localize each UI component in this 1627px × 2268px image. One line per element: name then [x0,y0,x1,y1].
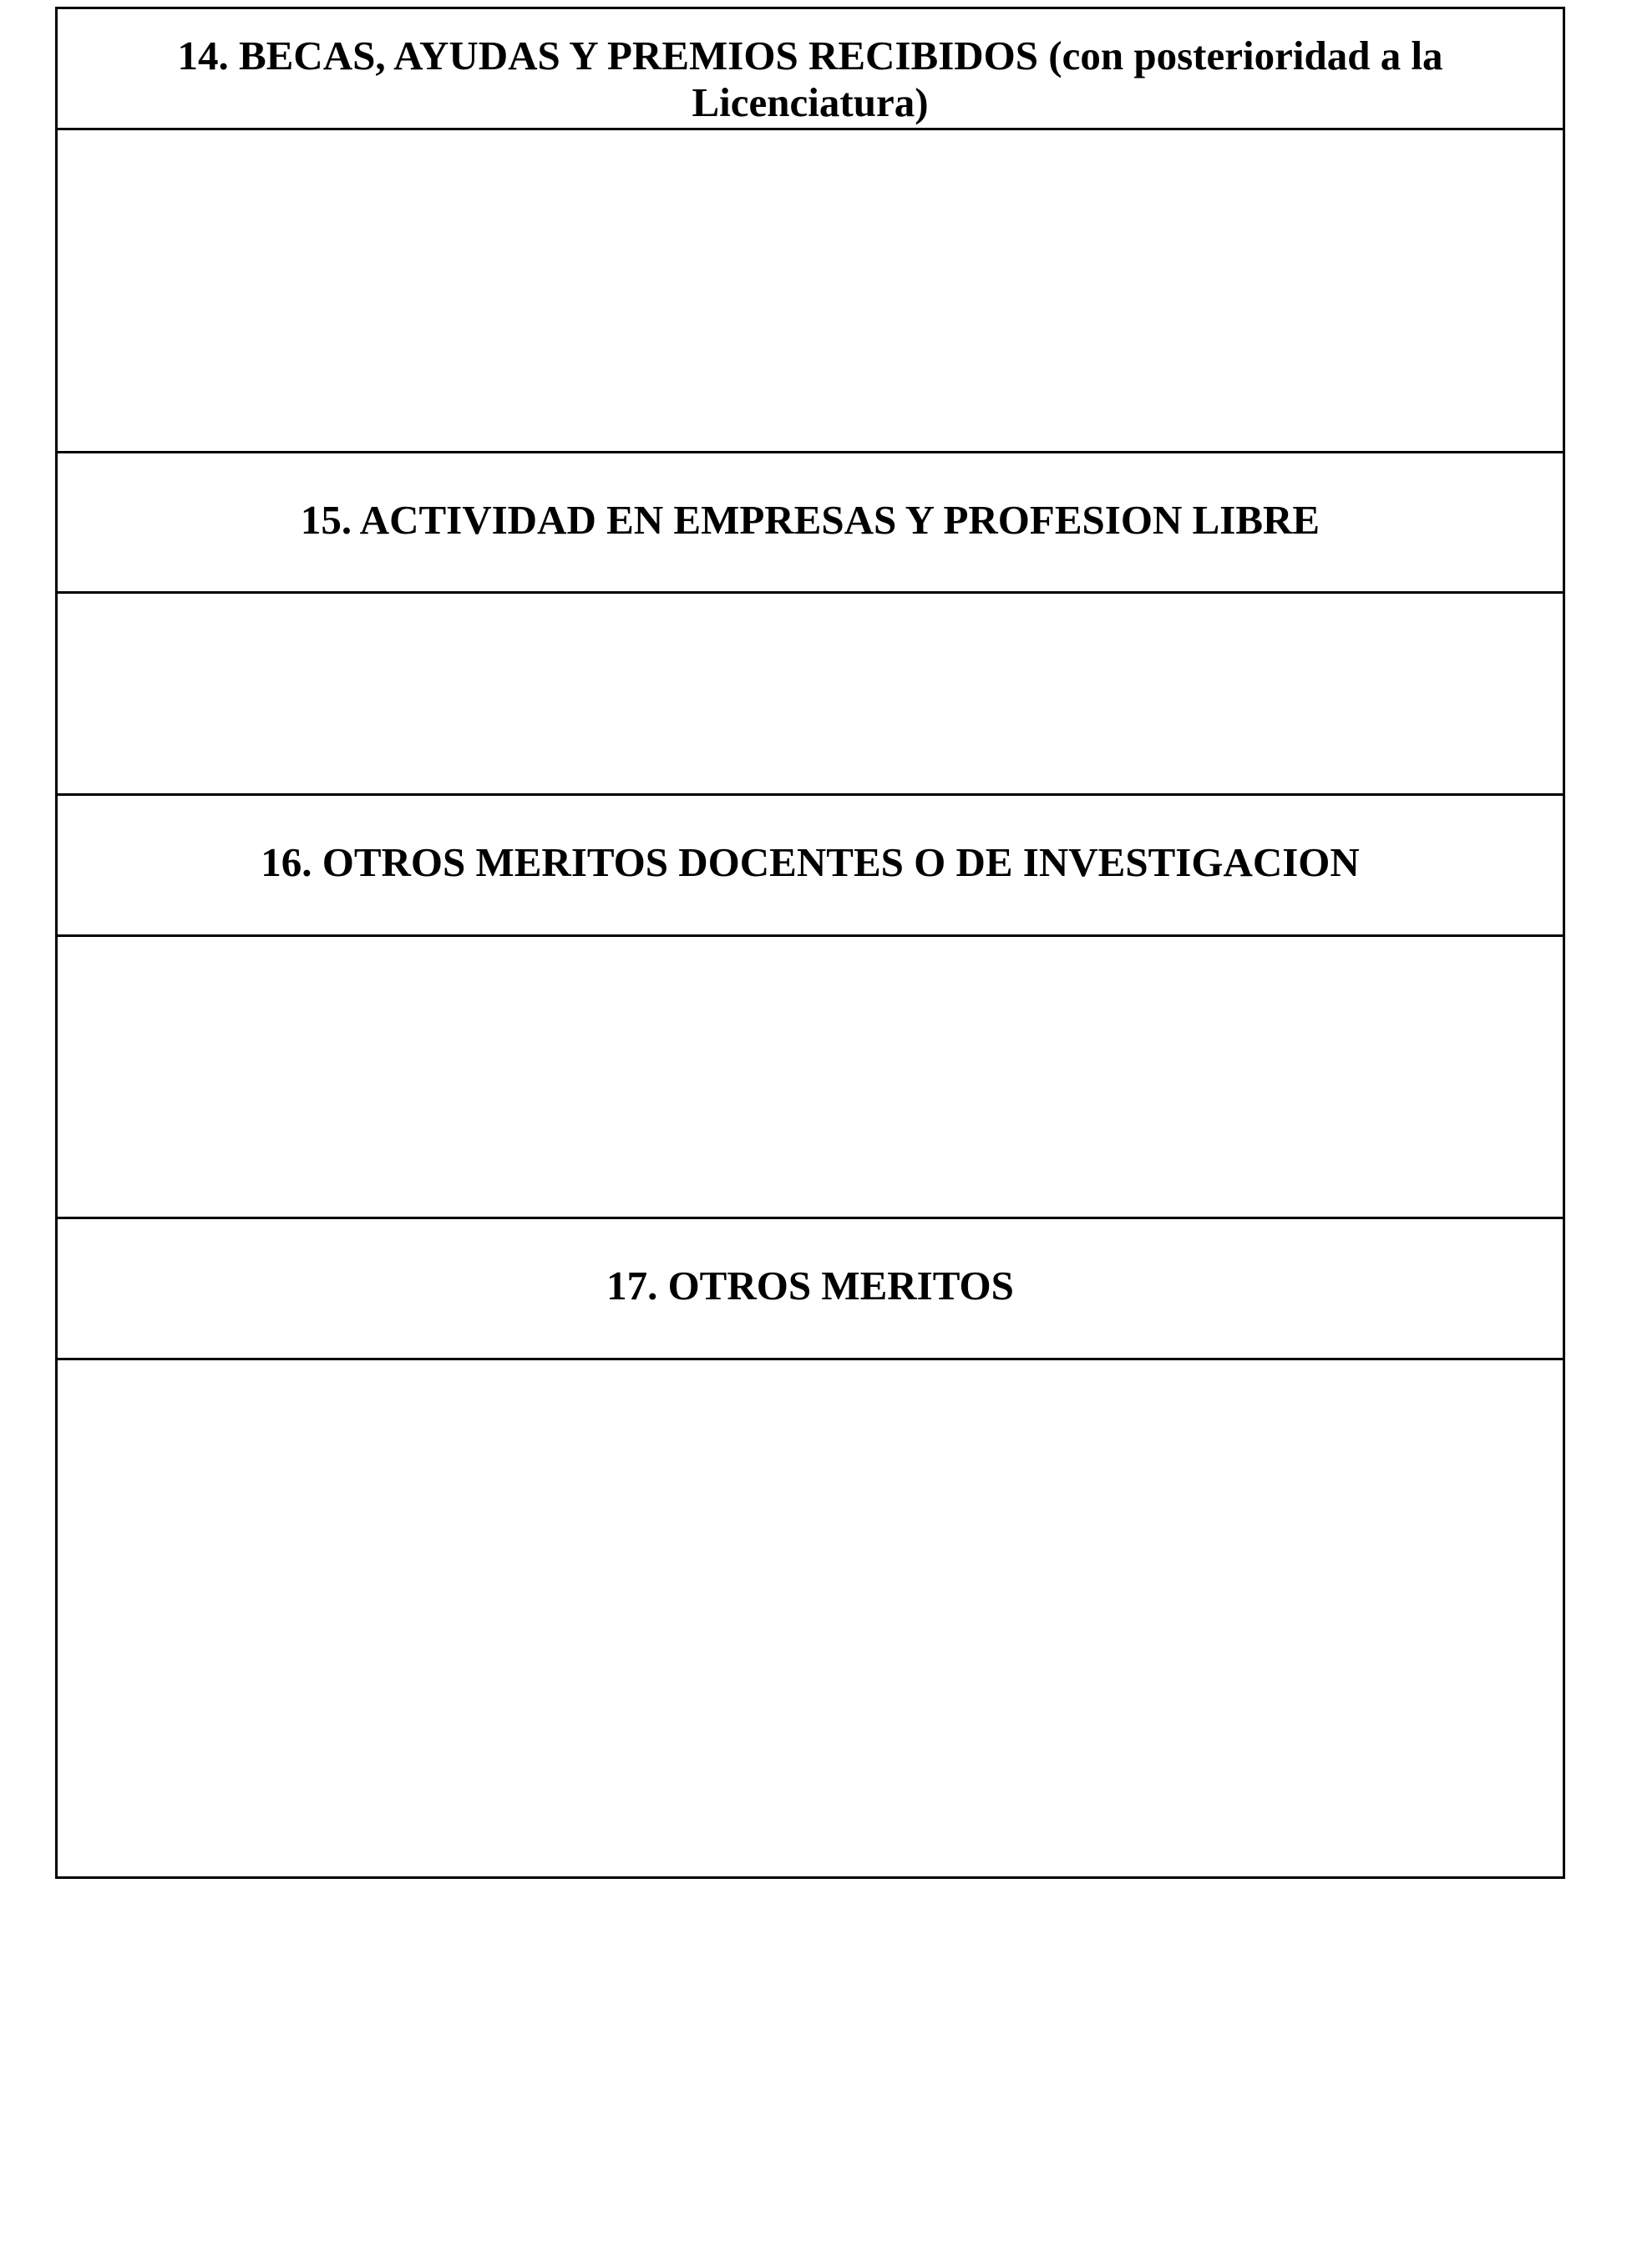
section-15-title: 15. ACTIVIDAD EN EMPRESAS Y PROFESION LIBRE [300,497,1320,543]
section-17-title: 17. OTROS MERITOS [606,1263,1014,1309]
section-17-header [58,1219,1563,1360]
section-16-content-area[interactable] [58,937,1563,1219]
section-16-header [58,796,1563,937]
section-15-header [58,453,1563,594]
section-16-title: 16. OTROS MERITOS DOCENTES O DE INVESTIGACION [261,839,1360,885]
section-15-content-area[interactable] [58,594,1563,796]
section-14-content-area[interactable] [58,130,1563,453]
merits-form-table [55,7,1565,1879]
section-14-title-line2: Licenciatura) [692,79,929,125]
section-14-title-line1: 14. BECAS, AYUDAS Y PREMIOS RECIBIDOS (con posterioridad a la [177,33,1443,78]
section-14-header [58,9,1563,130]
section-17-content-area[interactable] [58,1360,1563,1876]
